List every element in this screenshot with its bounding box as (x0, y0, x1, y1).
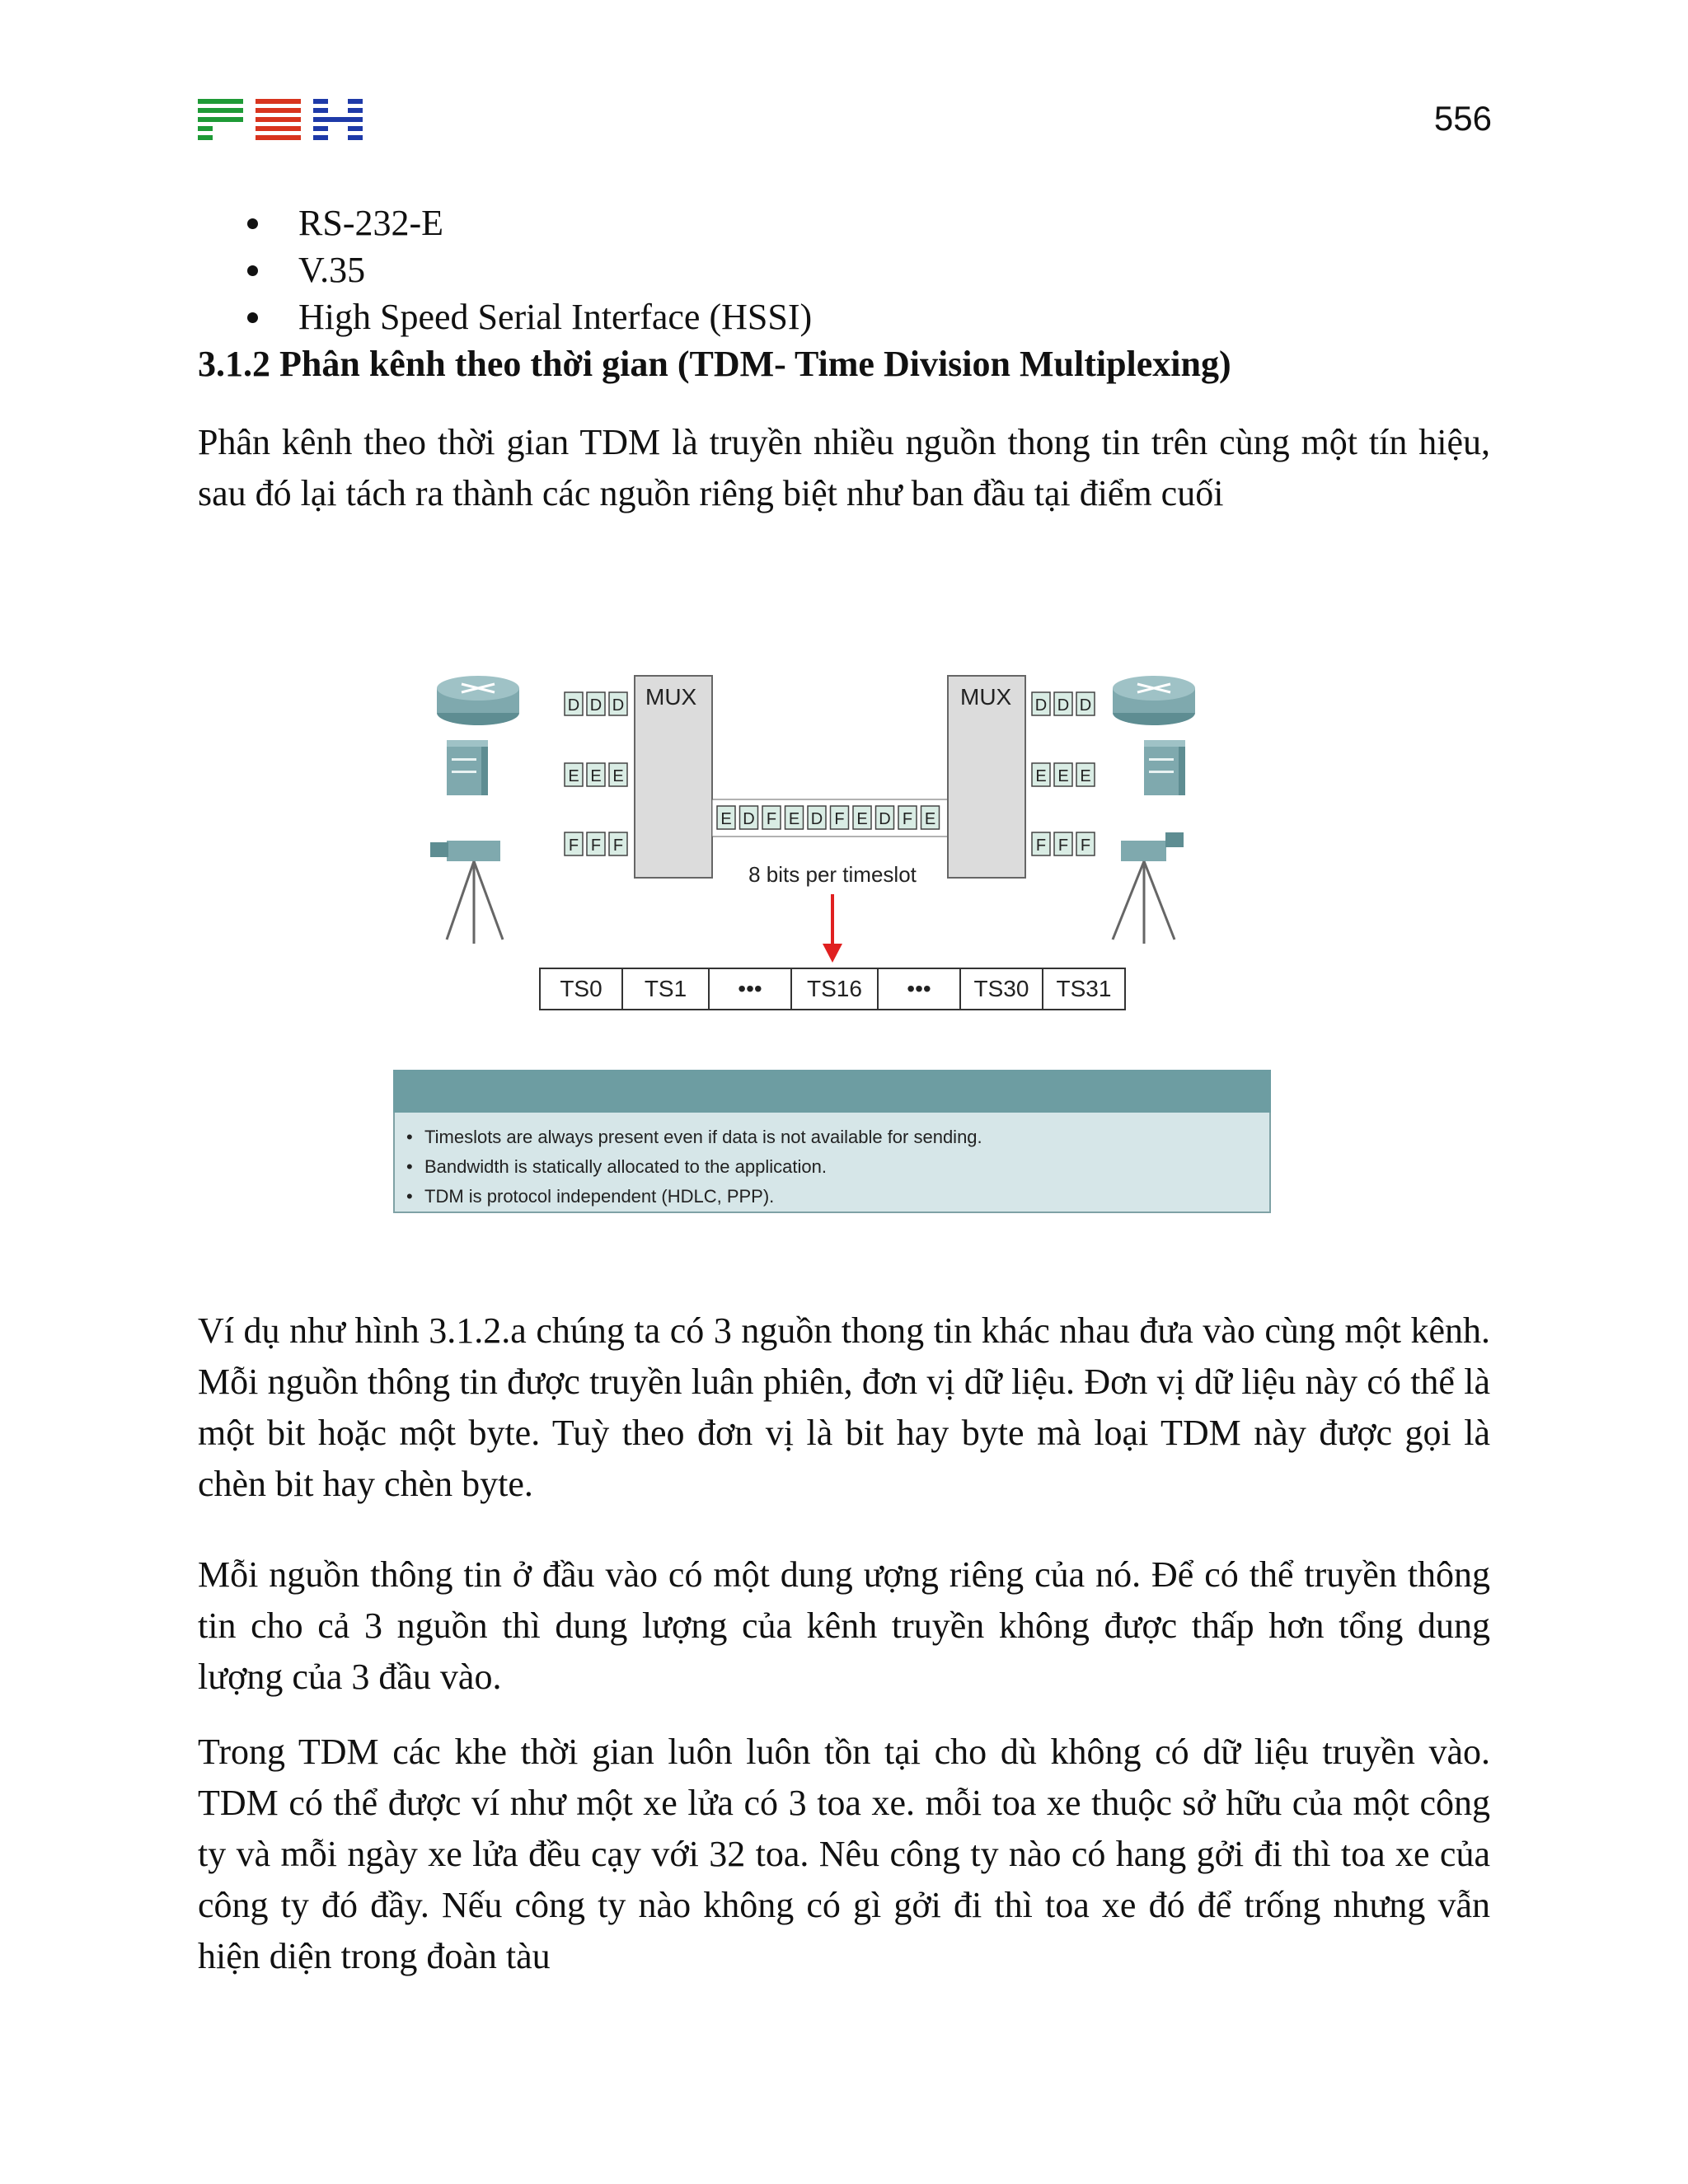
input-frame (1054, 763, 1072, 786)
timeslot-label: TS31 (1056, 976, 1112, 1001)
frame-letter: D (810, 810, 823, 828)
input-frame (565, 692, 583, 715)
timeslot-row (540, 968, 1125, 1010)
mux-right (948, 676, 1025, 878)
list-item: RS-232-E (198, 199, 812, 246)
frame-letter: E (788, 810, 800, 828)
frame-letter: F (1080, 837, 1091, 855)
frame-letter: E (720, 810, 732, 828)
note-item: • Bandwidth is statically allocated to the application. (403, 1152, 982, 1182)
timeslot-label: TS16 (807, 976, 862, 1001)
frame-letter: F (612, 837, 624, 855)
timeslot-label: ••• (907, 976, 931, 1001)
frame-letter: E (568, 767, 579, 785)
input-frame (1076, 832, 1095, 855)
notes-box (393, 1070, 1271, 1213)
frame-letter: E (590, 767, 602, 785)
frame-letter: E (1057, 767, 1069, 785)
frame-letter: E (924, 810, 936, 828)
pnh-logo (198, 97, 367, 147)
input-frame (1076, 763, 1095, 786)
frame-letter: F (834, 810, 845, 828)
input-frames-right (1032, 692, 1095, 855)
frame-letter: D (1057, 696, 1070, 715)
trunk-frame (785, 806, 804, 829)
trunk-frame (762, 806, 781, 829)
input-frame (609, 832, 627, 855)
input-frame (565, 763, 583, 786)
input-frame (1032, 692, 1050, 715)
frame-letter: F (568, 837, 579, 855)
input-frame (1054, 692, 1072, 715)
input-frame (587, 832, 605, 855)
mux-left (635, 676, 712, 878)
timeslot-label: TS0 (560, 976, 603, 1001)
trunk-frame (831, 806, 849, 829)
down-arrow-icon (823, 894, 842, 963)
trunk-frame (898, 806, 917, 829)
timeslot-cell (960, 968, 1043, 1010)
router-icon-left (437, 676, 519, 725)
pnh-logo-graphic (198, 97, 367, 147)
frame-letter: F (1057, 837, 1069, 855)
paragraph-example: Ví dụ như hình 3.1.2.a chúng ta có 3 nguồn thong tin khác nhau đưa vào cùng một kênh. Mỗi nguồn thông tin được truyền luân phiên, đơn vị dữ liệu. Đơn vị dữ liệu này có thể là một bit hoặc một byte. Tuỳ theo đơn vị là bit hay byte mà loại TDM này được gọi là chèn bit hay chèn byte. (198, 1310, 1490, 1504)
timeslot-label: TS1 (644, 976, 687, 1001)
mux-left-label: MUX (645, 684, 697, 710)
list-item: V.35 (198, 246, 812, 293)
timeslot-cell (878, 968, 960, 1010)
trunk-frame (921, 806, 940, 829)
note-item: • Timeslots are always present even if data is not available for sending. (403, 1122, 982, 1152)
paragraph-intro: Phân kênh theo thời gian TDM là truyền nhiều nguồn thong tin trên cùng một tín hiệu, sau đó lại tách ra thành các nguồn riêng biệt như ban đầu tại điểm cuối (198, 422, 1490, 513)
timeslot-label: TS30 (973, 976, 1029, 1001)
timeslot-cell (1043, 968, 1125, 1010)
frame-letter: D (589, 696, 603, 715)
frame-letter: F (766, 810, 777, 828)
timeslot-cell (540, 968, 622, 1010)
input-frame (1032, 763, 1050, 786)
timeslot-cell (622, 968, 709, 1010)
section-heading: 3.1.2 Phân kênh theo thời gian (TDM- Time Division Multiplexing) (198, 344, 1231, 384)
input-frame (1076, 692, 1095, 715)
input-frame (1032, 832, 1050, 855)
trunk-frame (876, 806, 894, 829)
frame-letter: D (743, 810, 755, 828)
page-number: 556 (1433, 99, 1492, 138)
frame-letter: D (612, 696, 625, 715)
timeslot-cell (791, 968, 878, 1010)
frame-letter: E (856, 810, 868, 828)
trunk-frame (717, 806, 735, 829)
frame-letter: D (567, 696, 580, 715)
note-item: • TDM is protocol independent (HDLC, PPP). (403, 1182, 982, 1212)
trunk-frame (740, 806, 758, 829)
timeslot-label: ••• (738, 976, 762, 1001)
input-frame (609, 692, 627, 715)
frame-letter: F (590, 837, 602, 855)
interface-list (198, 199, 812, 340)
notes-header-band (393, 1070, 1271, 1113)
notes-list (403, 1122, 982, 1212)
input-frame (1054, 832, 1072, 855)
list-item: High Speed Serial Interface (HSSI) (198, 293, 812, 340)
mux-right-label: MUX (960, 684, 1012, 710)
frame-letter: E (1035, 767, 1047, 785)
frame-letter: D (879, 810, 891, 828)
frame-letter: E (612, 767, 624, 785)
frame-letter: F (902, 810, 913, 828)
router-icon-right (1113, 676, 1195, 725)
paragraph-capacity: Mỗi nguồn thông tin ở đầu vào có một dung ượng riêng của nó. Để có thể truyền thông tin cho cả 3 nguồn thì dung lượng của kênh truyền không được thấp hơn tổng dung lượng của 3 đầu vào. (198, 1554, 1490, 1697)
timeslot-caption: 8 bits per timeslot (748, 862, 917, 887)
trunk-frames (712, 799, 948, 837)
camera-icon-right (1113, 832, 1184, 944)
frame-letter: E (1080, 767, 1091, 785)
trunk-frame (853, 806, 871, 829)
input-frame (587, 692, 605, 715)
paragraph-train-analogy: Trong TDM các khe thời gian luôn luôn tồn tại cho dù không có dữ liệu truyền vào. TDM có thể được ví như một xe lửa có 3 toa xe. mỗi toa xe thuộc sở hữu của một công ty và mỗi ngày xe lửa đều cạy với 32 toa. Nêu công ty nào có hang gởi đi thì toa xe của công ty đó đầy. Nếu công ty nào không có gì gởi đi thì toa xe đó để trống nhưng vẫn hiện diện trong đoàn tàu (198, 1732, 1490, 1976)
input-frames-left (565, 692, 627, 855)
trunk-frame (808, 806, 826, 829)
server-icon-left (447, 740, 488, 795)
input-frame (587, 763, 605, 786)
frame-letter: D (1079, 696, 1092, 715)
input-frame (565, 832, 583, 855)
frame-letter: F (1035, 837, 1047, 855)
camera-icon-left (430, 841, 503, 944)
frame-letter: D (1034, 696, 1048, 715)
input-frame (609, 763, 627, 786)
timeslot-cell (709, 968, 791, 1010)
server-icon-right (1144, 740, 1185, 795)
